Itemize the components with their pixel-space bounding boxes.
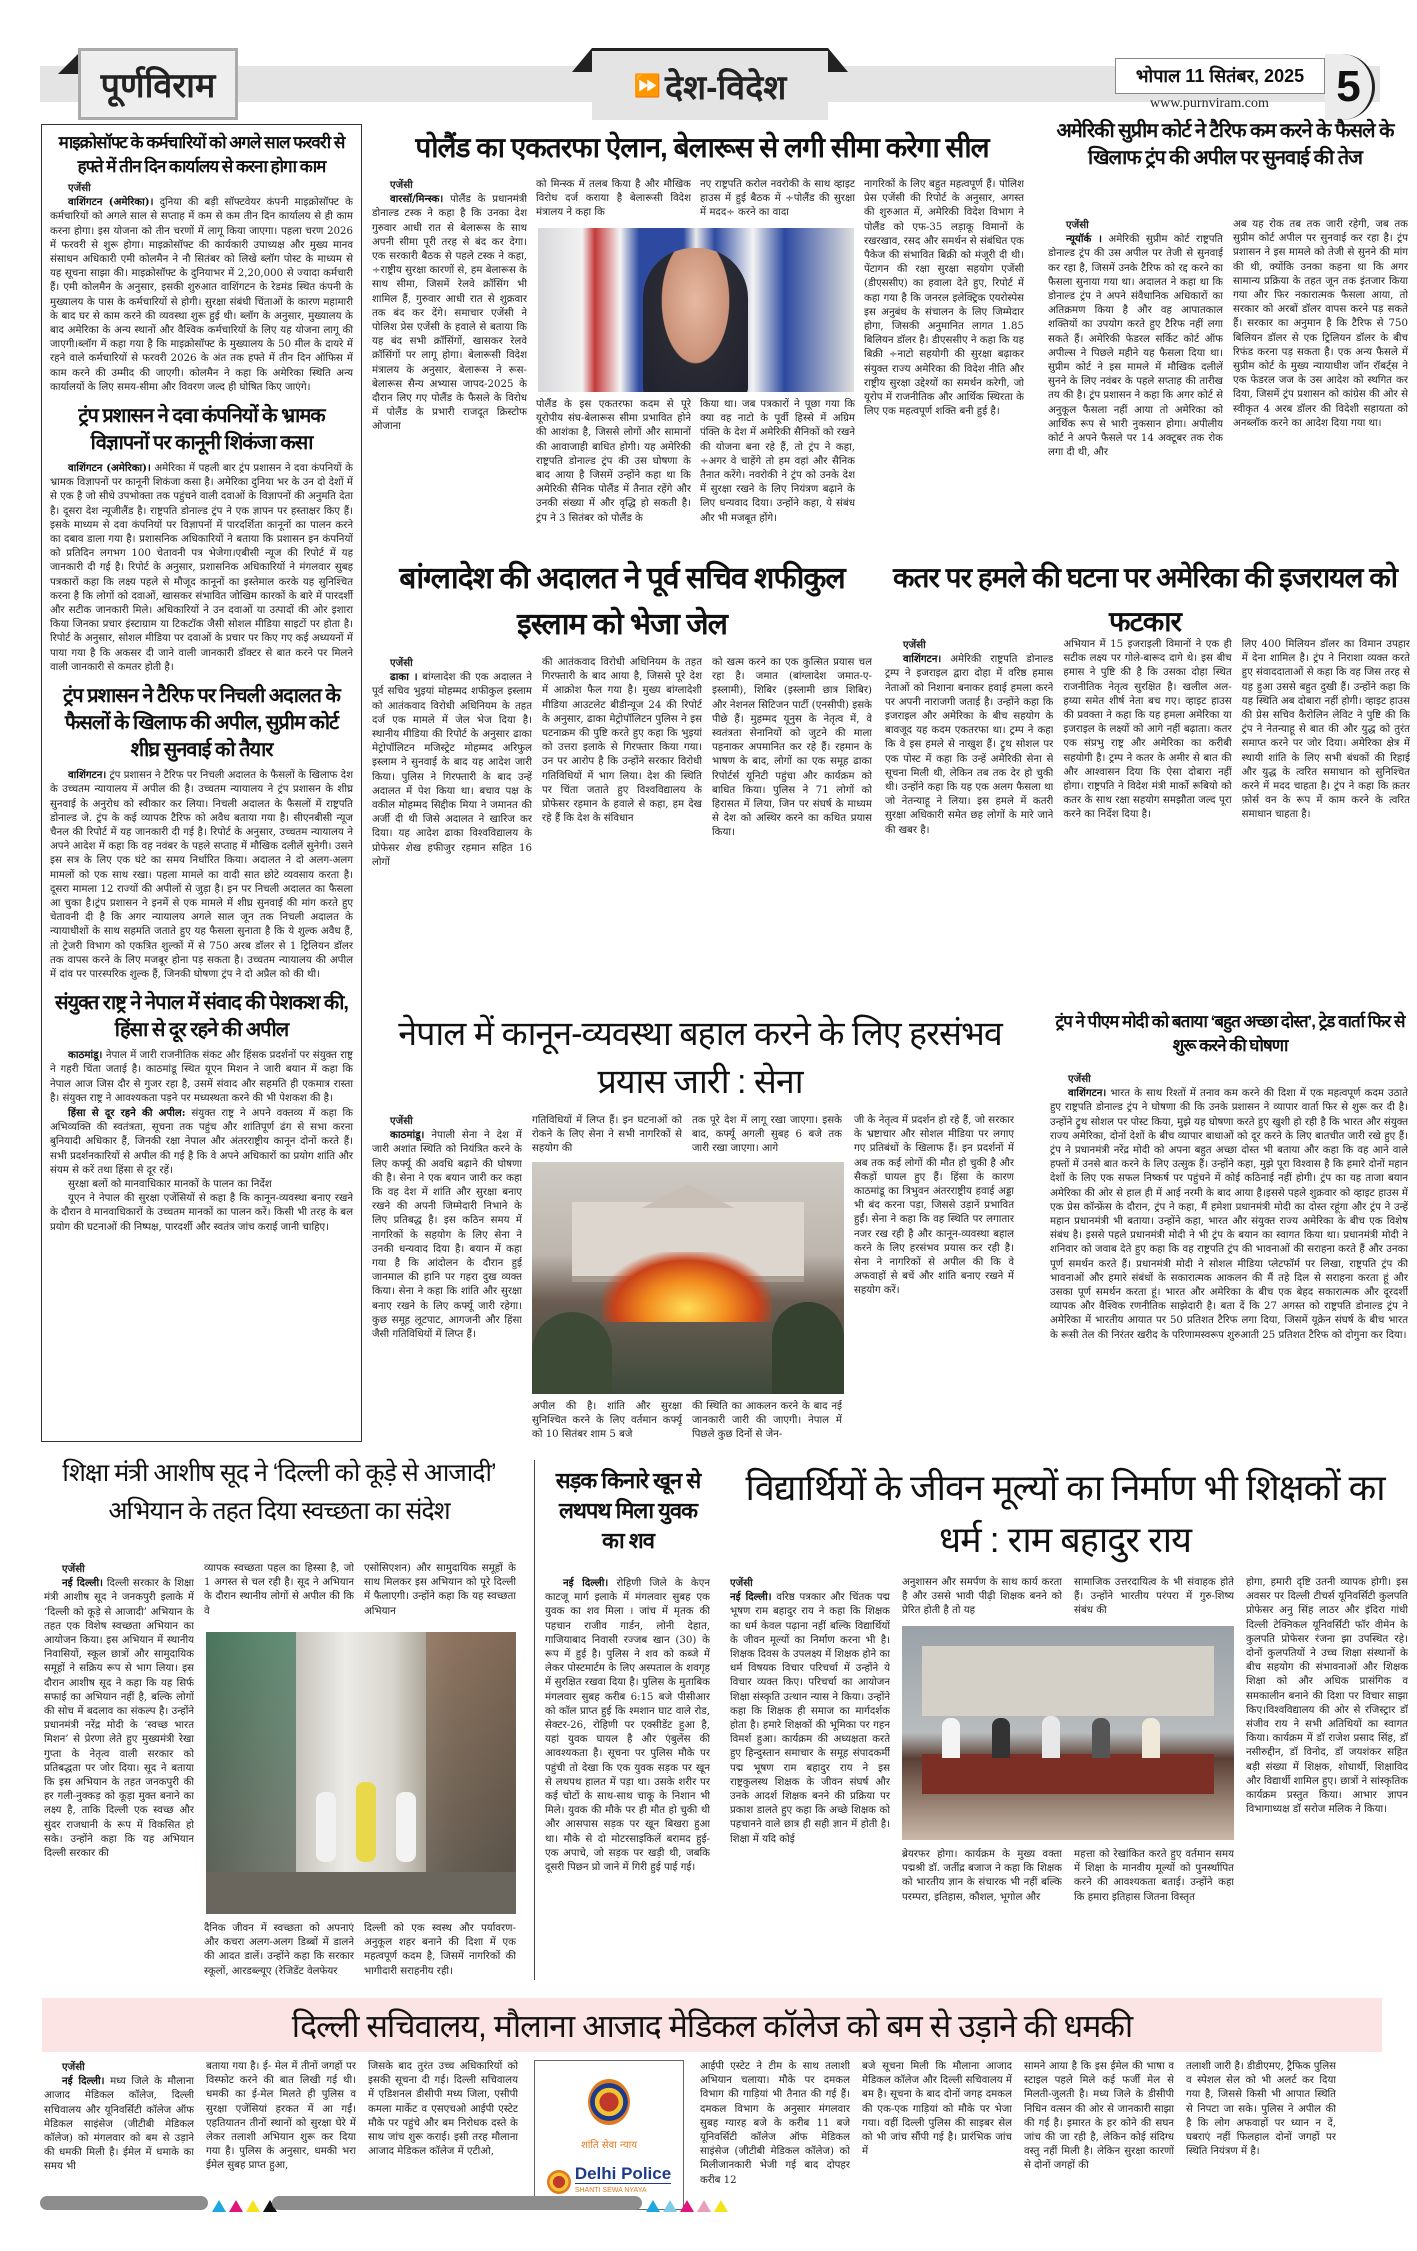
registration-mark-icon (246, 2200, 260, 2212)
road-body-headline: सड़क किनारे खून से लथपथ मिला युवक का शव (555, 1468, 701, 1553)
website-url[interactable]: www.purnviram.com (1150, 96, 1269, 111)
microsoft-article: एजेंसी वाशिंगटन (अमेरिका)। दुनिया की बड़ी सॉफ्टवेयर कंपनी माइक्रोसॉफ्ट के कर्मचारियों को अगले साल से सप्ताह में कम से कम तीन दिन कार्यालय से ही काम करना होगा। इस योजना को तीन चरणों में लागू किया जाएगा। पहला चरण 2026 में फरवरी से शुरू होगा। माइक्रोसॉफ्ट की कार्यकारी उपाध्यक्ष और मुख्य मानव संसाधन अधिकारी एमी कोलमैन ने नौ सितंबर को लिखे ब्लॉग पोस्ट के माध्यम से यह सूचना साझा की। माइक्रोसॉफ्ट के दुनियाभर में 2,20,000 से ज्यादा कर्मचारी हैं। एमी कोलमैन के अनुसार, इसकी शुरुआत वाशिंगटन के रेडमंड स्थित कंपनी के मुख्यालय के पास के कर्मचारियों से होगी। सुरक्षा संबंधी चिंताओं के कारण महामारी के बाद घर से काम करने की व्यवस्था शुरू हुई थी। ब्लॉग के अनुसार, मुख्यालय के बाद अमेरिका के अन्य स्थानों और वैश्विक कर्मचारियों के लिए यह योजना लागू की जाएगी।ब्लॉग में कहा गया है कि माइक्रोसॉफ्ट के मुख्यालय के 50 मील के दायरे में रहने वाले कर्मचारियों से फरवरी 2026 के अंत तक हफ्ते में तीन दिन ऑफिस में काम करने की उम्मीद की जाएगी। कोलमैन ने कहा कि अमेरिका स्थिति अन्य कार्यालयों के लिए समय-सीमा और विवरण जल्द ही घोषित किए जाएंगे। (50, 182, 353, 393)
bomb-threat-article: एजेंसी नई दिल्ली। मध्य जिले के मौलाना आजाद मेडिकल कॉलेज, दिल्ली सचिवालय और यूनिवर्सिटी कॉलेज ऑफ मेडिकल साइंसेज (जीटीबी मेडिकल कॉलेज) को मंगलवार को बम से उड़ाने की धमकी मिली है। ईमेल में धमाके का समय भी बताया गया है। ई- मेल में तीनों जगहों पर विस्फोट करने की बात लिखी गई थी। धमकी का ई-मेल मिलते ही पुलिस व सुरक्षा एजेंसियां हरकत में आ गईं। एहतियातन तीनों स्थानों को सुरक्षा घेरे में लेकर तलाशी अभियान शुरू कर दिया गया है। पुलिस के अनुसार, धमकी भरा ईमेल सुबह प्राप्त हुआ, जिसके बाद तुरंत उच्च अधिकारियों को इसकी सूचना दी गई। दिल्ली सचिवालय में एडिशनल डीसीपी मध्य जिला, एसीपी कमला मार्केट व एसएचओ आईपी एस्टेट मौके पर पहुंचे और बम निरोधक दस्ते के साथ जांच शुरू कराई। इसी तरह मौलाना आजाद मेडिकल कॉलेज में एटीओ, शांति सेवा न्याय Delhi Police SHANTI SEWA NYAYA आईपी एस्टेट ने टीम के साथ तलाशी अभियान चलाया। मौके पर दमकल विभाग की गाड़ियां भी तैनात की गई हैं। दमकल विभाग के अनुसार मंगलवार सुबह ग्यारह बजे के करीब 11 बजे यूनिवर्सिटी कॉलेज ऑफ मेडिकल साइंसेज (जीटीबी मेडिकल कॉलेज) को मिलीजानकारी भेजी गई बाद दोपहर करीब 12 बजे सूचना मिली कि मौलाना आजाद मेडिकल कॉलेज और दिल्ली सचिवालय में बम है। सूचना के बाद दोनों जगह दमकल की एक-एक गाड़ियां को मौके पर भेजा गया। वहीं दिल्ली पुलिस की साइबर सेल को भी जांच सौंपी गई है। प्रारंभिक जांच में सामने आया है कि इस ईमेल की भाषा व स्टाइल पहले मिले कई फर्जी मेल से मिलती-जुलती है। मध्य जिले के डीसीपी निधिन वत्सन की ओर से जानकारी साझा की गई है। इमारत के हर कोने की सघन जांच की जा रही है, लेकिन कोई संदिग्ध वस्तु नहीं मिली है। लेकिन सुरक्षा कारणों से दोनों जगहों की तलाशी जारी है। डीडीएमए, ट्रैफिक पुलिस व स्पेशल सेल को भी अलर्ट कर दिया गया है, जिससे किसी भी आपात स्थिति से निपटा जा सके। पुलिस ने अपील की है कि लोग अफवाहों पर ध्यान न दें, घबराएं नहीं फिलहाल दोनों जगहों पर स्थिति नियंत्रण में है। (44, 2060, 1414, 2210)
cleanliness-drive-photo (206, 1632, 516, 1914)
qatar-headline: कतर पर हमले की घटना पर अमेरिका की इजरायल को फटकार (892, 562, 1397, 637)
nepal-army-article: एजेंसी काठमांडू। नेपाली सेना ने देश में जारी अशांत स्थिति को नियंत्रित करने के लिए कर्फ्यू की अवधि बढ़ाने की घोषणा की है। सेना ने एक बयान जारी कर कहा कि वह देश में शांति और सुरक्षा बनाए रखने की अपनी जिम्मेदारी निभाने के लिए प्रतिबद्ध है। इस कठिन समय में नागरिकों के सहयोग के लिए सेना ने उनकी धन्यवाद दिया है। बयान में कहा गया है कि आंदोलन के दौरान हुई जानमाल की हानि पर गहरा दुख व्यक्त किया। सेना ने कहा कि शांति और सुरक्षा बनाए रखने के लिए कर्फ्यू जारी रहेगा। कुछ समूह लूटपाट, आगजनी और हिंसा जैसी गतिविधियों में लिप्त हैं। गतिविधियों में लिप्त हैं। इन घटनाओं को रोकने के लिए सेना ने सभी नागरिकों से सहयोग की तक पूरे देश में लागू रखा जाएगा। इसके बाद, कर्फ्यू अगली सुबह 6 बजे तक जारी रखा जाएगा। आगे अपील की है। शांति और सुरक्षा सुनिश्चित करने के लिए वर्तमान कर्फ्यू को 10 सितंबर शाम 5 बजे की स्थिति का आकलन करने के बाद नई जानकारी जारी की जाएगी। नेपाल में पिछले कुछ दिनों से जेन- जी के नेतृत्व में प्रदर्शन हो रहे हैं, जो सरकार के भ्रष्टाचार और सोशल मीडिया पर लगाए गए प्रतिबंधों के खिलाफ हैं। इन प्रदर्शनों में अब तक कई लोगों की मौत हो चुकी है और सैकड़ों घायल हुए हैं। हिंसा के कारण काठमांडू का त्रिभुवन अंतरराष्ट्रीय हवाई अड्डा भी बंद करना पड़ा, जिससे उड़ानें प्रभावित हुईं। सेना ने कहा कि वह स्थिति पर लगातार नजर रख रही है और कानून-व्यवस्था बहाल करने के लिए हरसंभव प्रयास कर रही है। सेना ने नागरिकों से अपील की कि वे अफवाहों से बचें और शांति बनाए रखने में सहयोग करें। (372, 1115, 1014, 1441)
delhi-police-logo-box (534, 2060, 684, 2210)
police-badge-icon (547, 2170, 571, 2194)
column-divider (534, 1460, 535, 1980)
footer-bar-left (40, 2196, 208, 2210)
registration-marks-left (212, 2197, 280, 2216)
drug-ads-article: वाशिंगटन (अमेरिका)। अमेरिका में पहली बार ट्रंप प्रशासन ने दवा कंपनियों के भ्रामक विज्ञापनों पर कानूनी शिकंजा कसा है। अमेरिका दुनिया भर के उन दो देशों में से एक है जो सीधे उपभोक्ता तक पहुंचने वाली दवाओं के विज्ञापनों की अनुमति देता है। दूसरा देश न्यूजीलैंड है। राष्ट्रपति डोनाल्ड ट्रंप ने एक ज्ञापन पर हस्ताक्षर किए हैं। इसके माध्यम से दवा कंपनियों पर विज्ञापनों में पारदर्शिता कानूनों का पालन करने का दबाव डाला गया है। प्रशासनिक अधिकारियों ने बताया कि प्रशासन इन कंपनियों को प्रतिदिन लगभग 100 चेतावनी पत्र भेजेगा।एबीसी न्यूज की रिपोर्ट में यह जानकारी दी गई है। रिपोर्ट के अनुसार, प्रशासनिक अधिकारियों ने मंगलवार सुबह पत्रकारों कहा कि लक्ष्य पहले से मौजूद कानूनों का इस्तेमाल करके यह सुनिश्चित करना है कि लोगों को दवाओं, खासकर संभावित जोखिम कारकों के बारे में पारदर्शी और सटीक जानकारी मिले। अधिकारियों ने उन दवाओं या उत्पादों की ओर इशारा किया जिनका प्रचार इंस्टाग्राम या टिकटॉक जैसी सोशल मीडिया साइटों पर होता है। रिपोर्ट के अनुसार, सोशल मीडिया पर दवाओं के प्रचार पर किए गए कई अध्ययनों में पाया गया है कि अकसर दी जाने वाली जानकारी डॉक्टर से बात करने पर मिलने वाली जानकारी से कमतर होती है। (50, 462, 353, 673)
bangladesh-article: एजेंसी ढाका । बांग्लादेश की एक अदालत ने पूर्व सचिव भुइयां मोहम्मद शफीकुल इस्लाम को आतंकवाद विरोधी अधिनियम के तहत दर्ज एक मामले में जेल भेज दिया है। स्थानीय मीडिया की रिपोर्ट के अनुसार ढाका मेट्रोपॉलिटन मजिस्ट्रेट मोहम्मद अरिफुल इस्लाम ने सुनवाई के बाद यह आदेश जारी किया। पुलिस ने गिरफ्तारी के बाद उन्हें अदालत में पेश किया था। बचाव पक्ष के वकील मोहम्मद सिद्दीक मिया ने जमानत की अर्जी दी थी जिसे अदालत ने खारिज कर दिया। यह आदेश ढाका विश्वविद्यालय के प्रोफेसर शेख हफीजुर रहमान सहित 16 लोगों की आतंकवाद विरोधी अधिनियम के तहत गिरफ्तारी के बाद आया है, जिससे पूरे देश में आक्रोश फैल गया है। मुख्य बांग्लादेशी मीडिया आउटलेट बीडीन्यूज 24 की रिपोर्ट के अनुसार, ढाका मेट्रोपॉलिटन पुलिस ने इस घटनाक्रम की पुष्टि करते हुए कहा कि भुइयां को उत्तरा इलाके से गिरफ्तार किया गया। उन पर आरोप है कि उन्होंने सरकार विरोधी गतिविधियों में भाग लिया। देश की स्थिति पर चिंता जताते हुए विश्वविद्यालय के प्रोफेसर रहमान के हवाले से कहा, हम देख रहे हैं कि देश के संविधान को खत्म करने का एक कुत्सित प्रयास चल रहा है। जमात (बांग्लादेश जमात-ए-इस्लामी), शिबिर (इस्लामी छात्र शिबिर) और नेशनल सिटिजन पार्टी (एनसीपी) इसके पीछे हैं। मुहम्मद यूनुस के नेतृत्व में, वे स्वतंत्रता सेनानियों को जुटने की माला पहनाकर अपमानित कर रहे हैं। रहमान के भाषण के बाद, लोगों का एक समूह ढाका रिपोर्टर्स यूनिटी पहुंचा और कार्यक्रम को बाधित किया। पुलिस ने 71 लोगों को हिरासत में लिया, जिन पर संघर्ष के माध्यम से देश को अस्थिर करने का कथित प्रयास किया। (372, 657, 872, 868)
police-emblem-icon (588, 2079, 630, 2125)
tariff-appeal-headline: ट्रंप प्रशासन ने टैरिफ पर निचली अदालत के फैसलों के खिलाफ की अपील, सुप्रीम कोर्ट शीघ्र सुनवाई को तैयार (63, 685, 340, 762)
tariff-appeal-article: वाशिंगटन। ट्रंप प्रशासन ने टैरिफ पर निचली अदालत के फैसलों के खिलाफ देश के उच्चतम न्यायालय में अपील की है। उच्चतम न्यायालय ने ट्रंप प्रशासन के शीघ्र सुनवाई के अनुरोध को स्वीकार कर लिया। निचली अदालत के फैसलों में राष्ट्रपति डोनाल्ड जे. ट्रंप के कई व्यापक टैरिफ को अवैध बताया गया है। सीएनबीसी न्यूज चैनल की रिपोर्ट में यह जानकारी दी गई है। रिपोर्ट के अनुसार, उच्चतम न्यायालय ने अपने आदेश में कहा कि वह नवंबर के पहले सप्ताह में मौखिक दलीलें सुनेगी। उसने इस सत्र के लिए एक घंटे का समय निर्धारित किया। अदालत ने दो अलग-अलग मामलों को एक साथ रखा। पहला मामले का वादी सात छोटे व्यवसाय करता है। दूसरा मामला 12 राज्यों की अपीलों से जुड़ा है। इन पर निचली अदालत का फैसला आ चुका है।ट्रंप प्रशासन ने इनमें से एक मामले में शीघ्र सुनवाई की मांग करते हुए चेतावनी दी है कि अगर न्यायालय अगले साल जून तक निचली अदालत के न्यायाधीशों के साथ सहमति जताते हुए यह फैसला सुनाता है कि ये शुल्क अवैध हैं, तो ट्रेजरी विभाग को एकत्रित शुल्कों में से 750 अरब डॉलर से 1 ट्रिलियन डॉलर तक वापस करने के लिए मजबूर होना पड़ सकता है। उच्चतम न्यायालय की अपील में दांव पर पारस्परिक शुल्क हैं, जिनकी घोषणा ट्रंप ने दो अप्रैल को की थी। (50, 769, 354, 980)
poland-headline: पोलैंड का एकतरफा ऐलान, बेलारूस से लगी सीमा करेगा सील (415, 132, 989, 163)
footer-bar-right (272, 2196, 642, 2210)
registration-mark-icon (229, 2200, 243, 2212)
delhi-police-name: Delhi Police (574, 2164, 672, 2184)
trump-modi-headline: ट्रंप ने पीएम मोदी को बताया ‘बहुत अच्छा दोस्त’, ट्रेड वार्ता फिर से शुरू करने की घोषणा (1055, 1012, 1405, 1055)
ram-bahadur-headline: विद्यार्थियों के जीवन मूल्यों का निर्माण भी शिक्षकों का धर्म : राम बहादुर राय (745, 1467, 1385, 1560)
parliament-fire-photo (532, 1162, 844, 1394)
page-number: 5 (1325, 54, 1375, 120)
us-supreme-court-article: एजेंसी न्यूयॉर्क । अमेरिकी सुप्रीम कोर्ट राष्ट्रपति डोनाल्ड ट्रंप की उस अपील पर तेजी से सुनवाई कर रहा है, जिसमें उनके टैरिफ को रद्द करने का फैसला सुनाया गया था। अदालत ने कहा था कि डोनाल्ड ट्रंप ने अपने संवैधानिक अधिकारों का अतिक्रमण किया है और वह आपातकाल शक्तियों का उपयोग करते हुए टैरिफ नहीं लगा सकते हैं। अमेरिकी फेडरल सर्किट कोर्ट ऑफ अपील्स ने पिछले महीने यह फैसला दिया था। सुप्रीम कोर्ट ने इस मामले में मौखिक दलीलें सुनने के लिए नवंबर के पहले सप्ताह की तारीख तय की है। ट्रंप प्रशासन ने कहा कि अगर कोर्ट से अनुकूल फैसला नहीं आया तो अमेरिका को आर्थिक रूप से भारी नुकसान होगा। अपीलीय कोर्ट ने अपने फैसले पर 14 अक्टूबर तक रोक लगा दी थी, और अब यह रोक तब तक जारी रहेगी, जब तक सुप्रीम कोर्ट अपील पर सुनवाई कर रहा है। ट्रंप प्रशासन ने इस मामले को तेजी से सुनने की मांग की थी, क्योंकि उनका कहना था कि अगर सामान्य प्रक्रिया के तहत जून तक इंतजार किया गया और फिर नकारात्मक फैसला आया, तो सरकार को अरबों डॉलर वापस करने पड़ सकते हैं। सरकार का अनुमान है कि टैरिफ से 750 बिलियन डॉलर से एक ट्रिलियन डॉलर के बीच रिफंड करना पड़ सकता है। एक अन्य फैसले में सुप्रीम कोर्ट के मुख्य न्यायाधीश जॉन रॉबर्ट्स ने एक फेडरल जज के उस आदेश को स्थगित कर दिया, जिसमें ट्रंप प्रशासन को कांग्रेस की ओर से स्वीकृत 4 अरब डॉलर की विदेशी सहायता को अनब्लॉक करने का आदेश दिया गया था। (1048, 219, 1408, 459)
registration-mark-icon (663, 2200, 677, 2212)
logo-corner-decoration (58, 54, 78, 74)
registration-mark-icon (680, 2200, 694, 2212)
ram-bahadur-article: एजेंसी नई दिल्ली। वरिष्ठ पत्रकार और चिंतक पद्म भूषण राम बहादुर राय ने कहा कि शिक्षक का धर्म केवल पढ़ाना नहीं बल्कि विद्यार्थियों के जीवन मूल्यों का निर्माण करना भी है। शिक्षक दिवस के उपलक्ष्य में शिक्षक होने का धर्म विषयक विचार परिचर्चा में उन्होंने ये विचार व्यक्त किए। परिचर्चा का आयोजन शिक्षा संस्कृति उत्थान न्यास ने किया। उन्होंने कहा कि शिक्षक ही समाज का मार्गदर्शक होता है। हमारे शिक्षकों की भूमिका पर गहन विमर्श हुआ। कार्यक्रम की अध्यक्षता करते हुए हिन्दुस्तान समाचार के समूह संपादकर्मी पद्म भूषण राम बहादुर राय ने इस राष्ट्रकुलस्थ शिक्षक के जीवन संघर्ष और उनके आदर्श शिक्षक बनने की प्रक्रिया पर प्रकाश डालते हुए कहा कि अच्छे शिक्षक को पहचानने वाले छात्र ही सही ज्ञान में होती है। शिक्षा में यदि कोई अनुशासन और समर्पण के साथ कार्य करता है और उससे भावी पीढ़ी शिक्षक बनने को प्रेरित होती है तो यह सामाजिक उत्तरदायित्व के भी संवाहक होते हैं। उन्होंने भारतीय परंपरा में गुरु-शिष्य संबंध की ब्रेयरफर होगा। कार्यक्रम के मुख्य वक्ता पद्मश्री डॉ. जतींद्र बजाज ने कहा कि शिक्षक को भारतीय ज्ञान के संचारक भी नहीं बल्कि परम्परा, इतिहास, कौशल, भूगोल और महत्ता को रेखांकित करते हुए वर्तमान समय में शिक्षा के मानवीय मूल्यों को पुनर्स्थापित करने की आवश्यकता बताई। उन्होंने कहा कि हमारा इतिहास जितना विस्तृत होगा, हमारी दृष्टि उतनी व्यापक होगी। इस अवसर पर दिल्ली टीचर्स यूनिवर्सिटी कुलपति प्रोफेसर अनु सिंह लाठर और इंदिरा गांधी दिल्ली टेक्निकल यूनिवर्सिटी फॉर वीमेन के कुलपति प्रोफेसर रंजना झा उपस्थित रहे। दोनों कुलपतियों ने उच्च शिक्षा संस्थानों के बीच सहयोग की संभावनाओं और शिक्षक शिक्षा को और अधिक प्रासंगिक व समकालीन बनाने की दिशा पर विचार साझा किए।विश्वविद्यालय की ओर से रजिस्ट्रार डॉ संजीव राय ने सभी अतिथियों का स्वागत किया। कार्यक्रम में डॉ राजेश प्रसाद सिंह, डॉ नसीरुद्दीन, डॉ विनोद, डॉ जयशंकर सहित बड़ी संख्या में शिक्षक, शोधार्थी, शिक्षाविद और विद्यार्थी शामिल हुए। छात्रों ने सांस्कृतिक कार्यक्रम प्रस्तुत किया। आभार ज्ञापन विभागाध्यक्ष डॉ सरोज मलिक ने किया। (730, 1577, 1408, 1903)
registration-mark-icon (646, 2200, 660, 2212)
drug-ads-headline: ट्रंप प्रशासन ने दवा कंपनियों के भ्रामक विज्ञापनों पर कानूनी शिकंजा कसा (78, 405, 325, 455)
registration-mark-icon (697, 2200, 711, 2212)
edition-date: भोपाल 11 सितंबर, 2025 (1115, 58, 1325, 94)
trump-modi-article: एजेंसी वाशिंगटन। भारत के साथ रिश्तों में तनाव कम करने की दिशा में एक महत्वपूर्ण कदम उठाते हुए राष्ट्रपति डोनाल्ड ट्रंप ने घोषणा की कि उनके प्रशासन ने व्यापार वार्ता फिर से शुरू कर दी है। उन्होंने ट्रुथ सोशल पर पोस्ट किया, मुझे यह घोषणा करते हुए खुशी हो रही है कि भारत और संयुक्त राज्य अमेरिका, दोनों देशों के बीच व्यापार बाधाओं को दूर करने के लिए बातचीत जारी रखे हुए हैं। ट्रंप ने प्रधानमंत्री नरेंद्र मोदी को अपना बहुत अच्छा दोस्त भी बताया और कहा कि वह आने वाले हफ्तों में उनसे बात करने के लिए उत्सुक हैं। उन्होंने कहा, मुझे पूरा विश्वास है कि हमारे दोनों महान देशों के लिए एक सफल निष्कर्ष पर पहुंचने में कोई कठिनाई नहीं होगी। ट्रंप का यह ताजा बयान अमेरिका की ओर से हाल ही में आई नरमी के बाद आया है।इससे पहले शुक्रवार को व्हाइट हाउस में एक प्रेस कॉन्फ्रेंस के दौरान, ट्रंप ने कहा, मैं हमेशा प्रधानमंत्री मोदी का दोस्त रहूंगा और ट्रंप ने उन्हें महान प्रधानमंत्री भी बताया। उन्होंने कहा, भारत और संयुक्त राज्य अमेरिका के बीच एक विशेष संबंध है। इससे पहले प्रधानमंत्री मोदी ने भी ट्रंप के बयान का स्वागत किया था। प्रधानमंत्री मोदी ने शनिवार को जवाब देते हुए कहा कि वह राष्ट्रपति ट्रंप की भावनाओं की सराहना करते हैं और उनका पूर्ण समर्थन करते हैं। प्रधानमंत्री मोदी ने सोशल मीडिया प्लेटफॉर्म पर लिखा, राष्ट्रपति ट्रंप की भावनाओं और हमारे संबंधों के सकारात्मक आकलन की मैं तहे दिल से सराहना करता हूं और उसका पूर्ण समर्थन करता हूं। भारत और अमेरिका के बीच एक बेहद सकारात्मक और दूरदर्शी व्यापक और वैश्विक रणनीतिक साझेदारी है। बता दें कि 27 अगस्त को राष्ट्रपति डोनाल्ड ट्रंप ने अमेरिका में भारतीय आयात पर 50 प्रतिशत टैरिफ लगा दिया, जिसमें यूक्रेन संघर्ष के बीच भारत के रूसी तेल की निरंतर खरीद के परिणामस्वरूप शुरुआती 25 प्रतिशत टैरिफ को दोगुना कर दिया। (1050, 1073, 1408, 1341)
double-chevron-right-icon: ⏩ (633, 72, 661, 98)
nepal-army-headline: नेपाल में कानून-व्यवस्था बहाल करने के लिए हरसंभव प्रयास जारी : सेना (398, 1015, 1002, 1101)
delhi-police-motto: शांति सेवा न्याय (580, 2140, 638, 2151)
registration-mark-icon (714, 2200, 728, 2212)
un-nepal-headline: संयुक्त राष्ट्र ने नेपाल में संवाद की पेशकश की, हिंसा से दूर रहने की अपील (55, 992, 348, 1042)
section-title: देश-विदेश (665, 68, 787, 107)
registration-mark-icon (212, 2200, 226, 2212)
section-tab-corner-right (828, 48, 848, 72)
left-news-box (41, 124, 362, 1442)
delhi-police-tagline: SHANTI SEWA NYAYA (574, 2187, 647, 2195)
un-nepal-article: काठमांडू। नेपाल में जारी राजनीतिक संकट और हिंसक प्रदर्शनों पर संयुक्त राष्ट्र ने गहरी चिंता जताई है। काठमांडू स्थित यूएन मिशन ने जारी बयान में कहा कि नेपाल आज जिस दौर से गुजर रहा है, उसमें संवाद और सहमति ही एकमात्र रास्ता है। संयुक्त राष्ट्र ने आवश्यकता पड़ने पर मध्यस्थता करने की भी पेशकश की है। हिंसा से दूर रहने की अपील: संयुक्त राष्ट्र ने अपने वक्तव्य में कहा कि अभिव्यक्ति की स्वतंत्रता, सूचना तक पहुंच और शांतिपूर्ण ढंग से सभा करना बुनियादी अधिकार हैं, जिनकी रक्षा नेपाल और अंतरराष्ट्रीय कानून दोनों करते हैं। सभी प्रदर्शनकारियों से अपील की गई है कि वे अपने अधिकारों का प्रयोग शांति और संयम से करें तथा हिंसा से दूर रहें। सुरक्षा बलों को मानवाधिकार मानकों के पालन का निर्देश यूएन ने नेपाल की सुरक्षा एजेंसियों से कहा है कि कानून-व्यवस्था बनाए रखने के दौरान वे मानवाधिकारों के उच्चतम मानकों का पालन करें। किसी भी तरह के बल प्रयोग की घटनाओं की निष्पक्ष, पारदर्शी और स्वतंत्र जांच कराई जानी चाहिए। (50, 1049, 353, 1233)
donald-tusk-photo (538, 228, 854, 392)
microsoft-headline: माइक्रोसॉफ्ट के कर्मचारियों को अगले साल फरवरी से हफ्ते में तीन दिन कार्यालय से करना होगा काम (58, 133, 345, 176)
section-tab-corner-left (572, 48, 592, 72)
bomb-threat-headline: दिल्ली सचिवालय, मौलाना आजाद मेडिकल कॉलेज को बम से उड़ाने की धमकी (291, 2008, 1133, 2044)
bangladesh-headline: बांग्लादेश की अदालत ने पूर्व सचिव शफीकुल इस्लाम को भेजा जेल (399, 562, 845, 641)
seminar-dais-photo (902, 1626, 1234, 1840)
us-supreme-court-headline: अमेरिकी सुप्रीम कोर्ट ने टैरिफ कम करने के फैसले के खिलाफ ट्रंप की अपील पर सुनवाई की तेज (1056, 120, 1394, 169)
sood-article: एजेंसी नई दिल्ली। दिल्ली सरकार के शिक्षा मंत्री आशीष सूद ने जनकपुरी इलाके में ‘दिल्ली को कूड़े से आजादी’ अभियान के तहत एक विशेष स्वच्छता अभियान का आयोजन किया। इस अभियान में स्थानीय निवासियों, स्कूल छात्रों और सामुदायिक समूहों ने सक्रिय रूप से भाग लिया। इस दौरान आशीष सूद ने कहा कि यह सिर्फ सफाई का अभियान नहीं है, बल्कि लोगों की सोच में बदलाव का संकल्प है। उन्होंने प्रधानमंत्री नरेंद्र मोदी के ‘स्वच्छ भारत मिशन’ से प्रेरणा लेते हुए मुख्यमंत्री रेखा गुप्ता के नेतृत्व वाली सरकार को प्रतिबद्धता पर जोर दिया। सूद ने बताया कि इस अभियान के तहत जनकपुरी की हर गली-नुक्कड़ को कूड़ा मुक्त बनाने का लक्ष्य है, ताकि दिल्ली एक स्वच्छ और सुंदर राजधानी के रूप में विकसित हो सके। उन्होंने कहा कि यह अभियान दिल्ली सरकार की व्यापक स्वच्छता पहल का हिस्सा है, जो 1 अगस्त से चल रही है। सूद ने अभियान के दौरान स्थानीय लोगों से अपील की कि वे एसोसिएशन) और सामुदायिक समूहों के साथ मिलकर इस अभियान को पूरे दिल्ली में फैलाएगी। उन्होंने कहा कि यह स्वच्छता अभियान दैनिक जीवन में स्वच्छता को अपनाएं और कचरा अलग-अलग डिब्बों में डालने की आदत डालें। उन्होंने कहा कि सरकार स्कूलों, आरडब्ल्यूए (रेजिडेंट वेलफेयर दिल्ली को एक स्वस्थ और पर्यावरण-अनुकूल शहर बनाने की दिशा में एक महत्वपूर्ण कदम है, जिसमें नागरिकों की भागीदारी सराहनीय रही। (44, 1563, 516, 1977)
section-tab[interactable] (592, 48, 828, 120)
newspaper-logo[interactable]: पूर्णविराम (78, 48, 238, 120)
registration-marks-right (646, 2197, 731, 2216)
poland-article: एजेंसी वारसॉ/मिन्स्क। पोलैंड के प्रधानमंत्री डोनाल्ड टस्क ने कहा है कि उनका देश गुरुवार आधी रात से बेलारूस के साथ अपनी सीमा पूरी तरह से बंद कर देगा। एक सरकारी बैठक से पहले टस्क ने कहा, ÷राष्ट्रीय सुरक्षा कारणों से, हम बेलारूस के साथ सीमा, जिसमें रेलवे क्रॉसिंग भी शामिल हैं, गुरुवार आधी रात से शुक्रवार तक बंद कर देंगे। समाचार एजेंसी ने पोलिश प्रेस एजेंसी के हवाले से बताया कि यह बंद सभी क्रॉसिंगों, खासकर रेलवे क्रॉसिंगों पर लागू होगा। बेलारूसी विदेश मंत्रालय के अनुसार, बेलारूस ने रूस-बेलारूस सैन्य अभ्यास जापद-2025 के दौरान लिए गए पोलैंड के फैसले के विरोध में पोलैंड के प्रभारी राजदूत क्रिस्टोफ ओजाना को मिन्स्क में तलब किया है और मौखिक विरोध दर्ज कराया है बेलारूसी विदेश मंत्रालय ने कहा कि नए राष्ट्रपति करोल नवरोकी के साथ व्हाइट हाउस में हुई बैठक में ÷पोलैंड की सुरक्षा में मदद÷ करने का वादा पोलैंड के इस एकतरफा कदम से पूरे यूरोपीय संघ-बेलारूस सीमा प्रभावित होने की आशंका है, जिससे लोगों और सामानों की आवाजाही बाधित होगी। यह अमेरिकी राष्ट्रपति डोनाल्ड ट्रंप की उस घोषणा के बाद आया है जिसमें उन्होंने कहा था कि अमेरिकी सैनिक पोलैंड में तैनात रहेंगे और उनकी संख्या में और वृद्धि हो सकती है। ट्रंप ने 3 सितंबर को पोलैंड के किया था। जब पत्रकारों ने पूछा गया कि क्या वह नाटो के पूर्वी हिस्से में अग्रिम पंक्ति के देश में अमेरिकी सैनिकों को रखने की योजना बना रहे हैं, तो ट्रंप ने कहा, ÷अगर वे चाहेंगे तो हम वहां और सैनिक तैनात करेंगे। नवरोकी ने ट्रंप को उनके देश में सुरक्षा रखने के लिए नियंत्रण बढ़ाने के लिए धन्यवाद दिया। उन्होंने कहा, ये संबंध और भी मजबूत होंगे। नागरिकों के लिए बहुत महत्वपूर्ण हैं। पोलिश प्रेस एजेंसी की रिपोर्ट के अनुसार, अगस्त की शुरुआत में, अमेरिकी विदेश विभाग ने पोलैंड को एफ-35 लड़ाकू विमानों के रखरखाव, रसद और समर्थन से संबंधित एक पैकेज की संभावित बिक्री को मंजूरी दी थी। पेंटागन की रक्षा सुरक्षा सहयोग एजेंसी (डीएससीए) का हवाला देते हुए, रिपोर्ट में कहा गया है कि जनरल इलेक्ट्रिक एयरोस्पेस इस अनुबंध के संचालन के लिए जिम्मेदार होगा, जिसकी अनुमानित लागत 1.85 बिलियन डॉलर है। डीएससीए ने कहा कि यह बिक्री ÷नाटो सहयोगी की सुरक्षा बढ़ाकर संयुक्त राज्य अमेरिका की विदेश नीति और राष्ट्रीय सुरक्षा उद्देश्यों का समर्थन करेगी, जो यूरोप में राजनीतिक और आर्थिक स्थिरता के लिए एक महत्वपूर्ण शक्ति बनी हुई है। (372, 179, 1024, 524)
road-body-article: नई दिल्ली। रोहिणी जिले के केएन काटजू मार्ग इलाके में मंगलवार सुबह एक युवक का शव मिला । जांच में मृतक की पहचान राजीव गार्डन, लोनी देहात, गाजियाबाद निवासी रज्जब खान (30) के रूप में हुई है। पुलिस ने शव को कब्जे में लेकर पोस्टमार्टम के लिए अस्पताल के शवगृह में सुरक्षित रखवा दिया है। पुलिस के मुताबिक मंगलवार सुबह करीब 6:15 बजे पीसीआर को कॉल प्राप्त हुई कि श्मशान घाट वाले रोड, सेक्टर-26, रोहिणी पर एक्सीडेंट हुआ है, यहां युवक घायल है और एंबुलेंस की आवश्यकता है। सूचना पर पुलिस मौके पर पहुंची तो देखा कि एक युवक सड़क पर खून से लथपथ हालत में पड़ा था। उसके शरीर पर कई चोटों के साथ-साथ चाकू के निशान भी मिले। युवक की मौके पर ही मौत हो चुकी थी और आसपास सड़क पर खून बिखरा हुआ था। मौके से दो मोटरसाइकिलें बरामद हुई-एक अपाचे, जो सड़क पर खड़ी थी, जबकि दूसरी पिछन प्रो जाने में गिरी हुई पाई गई। (545, 1577, 710, 1874)
qatar-article: एजेंसी वाशिंगटन। अमेरिकी राष्ट्रपति डोनाल्ड ट्रम्प ने इजराइल द्वारा दोहा में वरिष्ठ हमास नेताओं को निशाना बनाकर हवाई हमला करने पर अपनी नाराजगी जताई है। उन्होंने कहा कि इजराइल और अमेरिका के बीच सहयोग के बावजूद यह कदम एकतरफा था। ट्रम्प ने कहा कि वे इस हमले से नाखुश हैं। ट्रुथ सोशल पर एक पोस्ट में कहा कि उन्हें अमेरिकी सेना से सूचना मिली थी, लेकिन तब तक देर हो चुकी थी। उन्होंने कहा कि यह एक अलग फैसला था जो नेतन्याहू ने लिया। इस हमले में कतरी सुरक्षा अधिकारी समेत छह लोगों के मारे जाने की खबर है। अभियान में 15 इजराइली विमानों ने एक ही सटीक लक्ष्य पर गोले-बारूद दागे थे। इस बीच हमास ने पुष्टि की है कि उसका दोहा स्थित राजनीतिक नेतृत्व सुरक्षित है। खलील अल-हय्या समेत शीर्ष नेता बच गए। व्हाइट हाउस की प्रवक्ता ने कहा कि यह हमला अमेरिका या इजराइल के लक्ष्यों को आगे नहीं बढ़ाता। कतर एक संप्रभु राष्ट्र और अमेरिका का करीबी सहयोगी है। ट्रम्प ने कतर के अमीर से बात की और आश्वासन दिया कि ऐसा दोबारा नहीं होगा। राष्ट्रपति ने विदेश मंत्री मार्को रूबियो को कतर के साथ रक्षा सहयोग समझौता जल्द पूरा करने का निर्देश दिया है। लिए 400 मिलियन डॉलर का विमान उपहार में देना शामिल है। ट्रंप ने निराशा व्यक्त करते हुए संवाददाताओं से कहा कि वह जिस तरह से यह हुआ उससे बहुत दुखी हैं। उन्होंने कहा कि यह स्थिति अब दोबारा नहीं होगी। व्हाइट हाउस की प्रेस सचिव कैरोलिन लेविट ने पुष्टि की कि ट्रंप ने नेतन्याहू से बात की और युद्ध को तुरंत समाप्त करने पर जोर दिया। अमेरिका क्षेत्र में स्थायी शांति के लिए सभी बंधकों की रिहाई और युद्ध के त्वरित समाधान को सुनिश्चित करने में मदद चाहता है। ट्रंप ने कहा कि क़तर फ़ोर्स वन के रूप में काम करने के त्वरित समाधान चाहता है। (885, 639, 1410, 836)
sood-headline: शिक्षा मंत्री आशीष सूद ने ‘दिल्ली को कूड़े से आजादी’ अभियान के तहत दिया स्वच्छता का संदेश (62, 1459, 496, 1525)
